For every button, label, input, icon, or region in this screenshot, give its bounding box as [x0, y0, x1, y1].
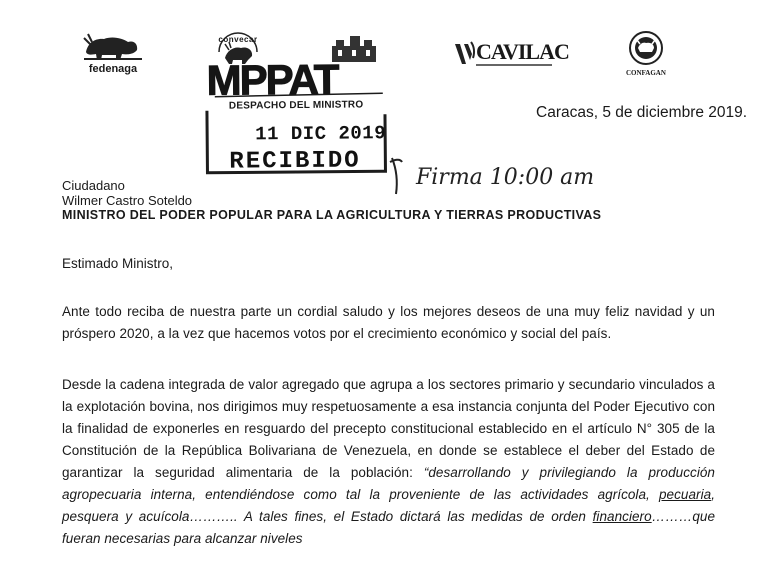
- stamp-date: 11 DIC 2019: [255, 122, 387, 146]
- cavilac-label: CAVILAC: [476, 39, 569, 64]
- fedenaga-label: fedenaga: [88, 63, 138, 75]
- paragraph-2-intro: Desde la cadena integrada de valor agregado que agrupa a los sectores primario y secundario vinculados a la explotación bovina, nos dirigimos muy respetuosamente a esa instancia conjunta del Poder Ejecutivo con la finalidad de exponerles en resguardo del precepto constitucional establecido en el artículo N° 305 de la Constitución de la República Bolivariana de Venezuela, en donde se establece el deber del Estado de garantizar la seguridad alimentaria de la población:: [62, 377, 715, 480]
- convecar-label: convecar: [218, 35, 258, 44]
- quote-underlined-financiero: financiero: [592, 509, 652, 524]
- recipient-block: [62, 178, 601, 223]
- recipient-name: Wilmer Castro Soteldo: [62, 193, 193, 208]
- quote-part-3: ………que fueran necesarias para alcanzar niveles: [62, 509, 715, 546]
- paragraph-1: Ante todo reciba de nuestra parte un cordial saludo y los mejores deseos de una muy feliz navidad y un próspero 2020, a la vez que hacemos votos por el crecimiento económico y social del país.: [62, 304, 715, 341]
- quote-underlined-pecuaria: pecuaria: [659, 487, 712, 502]
- confagan-emblem-icon: [628, 30, 664, 66]
- paragraph-2: [62, 374, 715, 550]
- stamp-received: RECIBIDO: [229, 147, 361, 176]
- reception-stamp: [205, 55, 391, 176]
- fedenaga-logo: [82, 30, 144, 75]
- place-date: Caracas, 5 de diciembre 2019.: [536, 104, 748, 121]
- quote-part-1: “desarrollando y privilegiando la producción agropecuaria interna, entendiéndose como tal la proveniente de las actividades agrícola,: [62, 465, 715, 502]
- cavilac-emblem-icon: [454, 40, 476, 66]
- confagan-label: CONFAGAN: [626, 69, 666, 77]
- stamp-office: DESPACHO DEL MINISTRO: [228, 99, 364, 112]
- confagan-logo: [626, 30, 666, 79]
- quote-part-2: , pesquera y acuícola……….. A tales fines, el Estado dictará las medidas de orden: [62, 487, 715, 524]
- handwritten-text: Firma 10:00 am: [416, 165, 595, 190]
- cavilac-logo: [454, 40, 569, 66]
- cattle-icon: [82, 30, 144, 62]
- greeting: Estimado Ministro,: [62, 256, 174, 271]
- stamp-header: MPPAT: [206, 55, 338, 104]
- recipient-title: MINISTRO DEL PODER POPULAR PARA LA AGRICULTURA Y TIERRAS PRODUCTIVAS: [62, 208, 602, 222]
- recipient-salutation: Ciudadano: [62, 178, 125, 193]
